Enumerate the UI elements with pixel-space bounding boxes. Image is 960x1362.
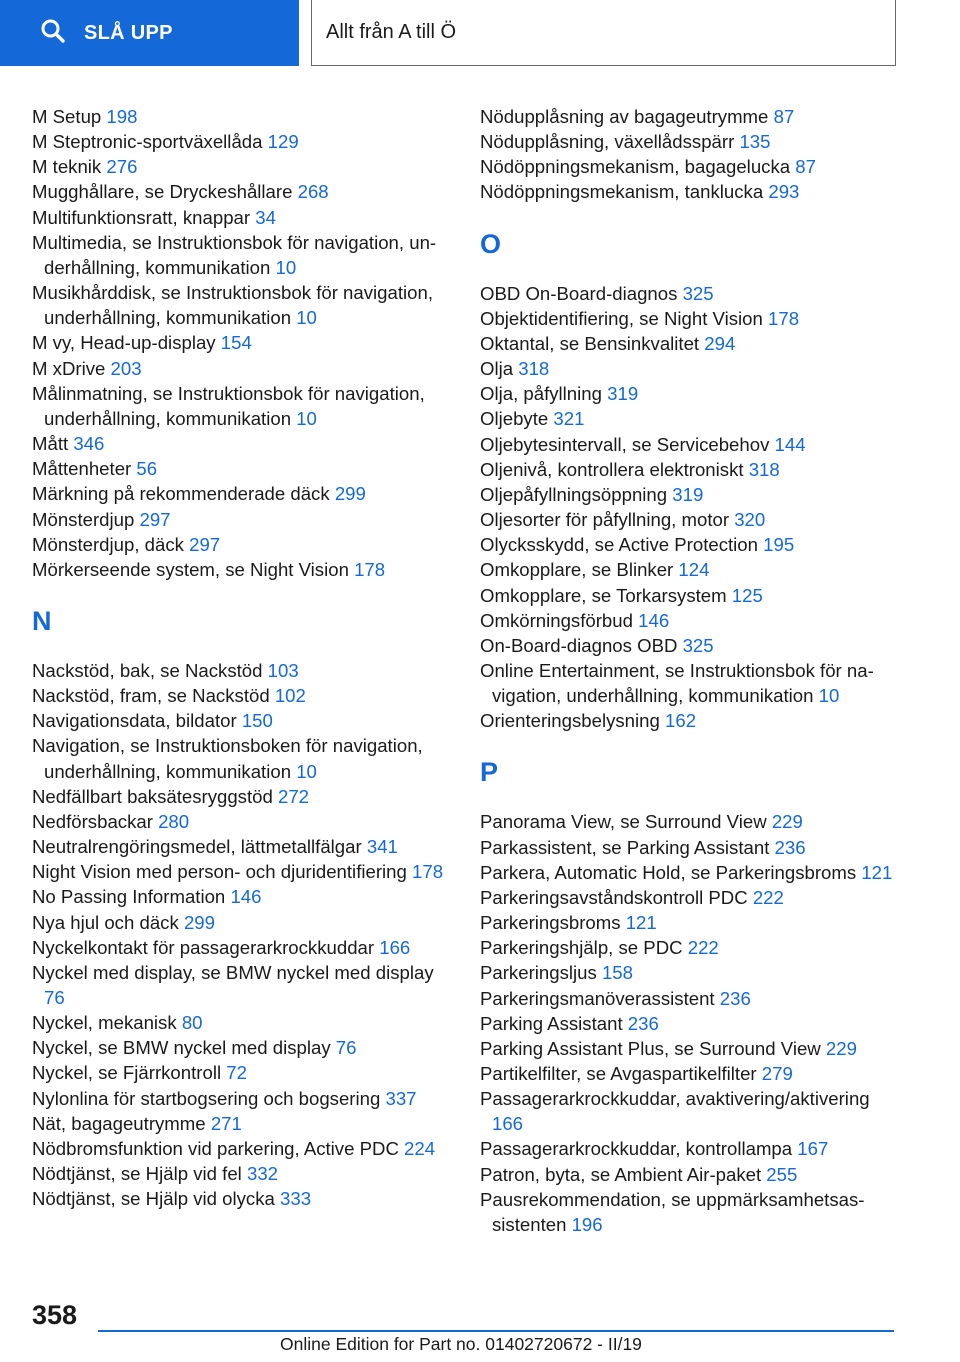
index-entry-text: Panorama View, se Surround View <box>480 811 767 833</box>
index-entry-text: Nyckel, se BMW nyckel med display <box>32 1037 331 1059</box>
index-entry-text: Nedfällbart baksätesryggstöd <box>32 785 273 807</box>
index-entry <box>32 154 457 179</box>
index-entry-text: Orienteringsbelysning <box>480 710 660 732</box>
index-letter-heading: O <box>480 228 502 259</box>
index-entry <box>32 129 457 154</box>
index-page-link[interactable]: 268 <box>297 181 329 203</box>
index-entry-text: Parkeringsavståndskontroll PDC <box>480 886 748 908</box>
index-entry-text: Parking Assistant Plus, se Surround View <box>480 1037 821 1059</box>
index-page-link[interactable]: 272 <box>278 785 310 807</box>
index-entry <box>32 708 457 733</box>
index-entry-text: Nödupplåsning av bagageutrymme <box>480 106 769 127</box>
index-entry-text: Omkörningsförbud <box>480 609 633 631</box>
index-page-link[interactable]: 198 <box>106 106 138 127</box>
index-entry-text: Oljebytesintervall, se Servicebehov <box>480 433 770 455</box>
index-entry <box>32 456 457 481</box>
index-page-link[interactable]: 320 <box>734 509 766 531</box>
index-entry <box>32 1035 457 1060</box>
index-entry-text: Nödbromsfunktion vid parkering, Active PDC <box>32 1137 399 1159</box>
footer-divider <box>98 1330 894 1332</box>
search-button-label: SLÅ UPP <box>84 21 173 44</box>
index-page-link[interactable]: 276 <box>106 156 138 178</box>
index-entry-text: Night Vision med person- och djuridentifiering <box>32 861 407 883</box>
index-entry <box>480 104 900 129</box>
index-entry <box>480 557 900 582</box>
index-page-link[interactable]: 121 <box>625 912 657 934</box>
index-entry-text: Neutralrengöringsmedel, lättmetallfälgar <box>32 836 362 858</box>
index-page-link[interactable]: 203 <box>110 357 142 379</box>
index-entry <box>32 507 457 532</box>
index-entry <box>32 1111 457 1136</box>
index-page-link[interactable]: 166 <box>492 1113 524 1135</box>
index-entry <box>480 381 900 406</box>
index-entry-text: Nödupplåsning, växellådsspärr <box>480 131 735 153</box>
index-entry-text: Nyckelkontakt för passagerarkrockkuddar <box>32 936 375 958</box>
index-entry-text: Parkera, Automatic Hold, se Parkeringsbroms <box>480 861 857 883</box>
index-entry <box>32 481 457 506</box>
index-page-link[interactable]: 297 <box>189 533 221 555</box>
index-page-link[interactable]: 279 <box>761 1063 793 1084</box>
index-entry <box>32 104 457 129</box>
index-page-link[interactable]: 229 <box>825 1037 857 1059</box>
index-entry-text: Oljenivå, kontrollera elektroniskt <box>480 458 744 480</box>
index-entry <box>32 1136 457 1161</box>
index-page-link[interactable]: 321 <box>553 408 585 430</box>
index-entry <box>480 154 900 179</box>
search-icon <box>40 18 66 49</box>
index-page-link[interactable]: 222 <box>752 886 784 908</box>
index-page-link[interactable]: 224 <box>404 1137 436 1159</box>
index-entry <box>480 809 900 834</box>
index-entry-text: Oljepåfyllningsöppning <box>480 483 668 505</box>
index-page-link[interactable]: 318 <box>748 458 780 480</box>
index-entry-text: Mugghållare, se Dryckeshållare <box>32 181 293 203</box>
index-page-link[interactable]: 76 <box>44 987 65 1008</box>
breadcrumb[interactable]: Allt från A till Ö <box>311 0 896 66</box>
index-page-link[interactable]: 56 <box>136 458 158 480</box>
index-entry-text: Parkeringsljus <box>480 962 597 984</box>
index-page-link[interactable]: 346 <box>73 433 105 455</box>
index-page-link[interactable]: 72 <box>226 1062 247 1084</box>
index-entry-text: Nödöppningsmekanism, tanklucka <box>480 181 764 203</box>
index-entry-text: Partikelfilter, se Avgaspartikelfilter <box>480 1063 757 1084</box>
index-entry-text: Omkopplare, se Torkarsystem <box>480 584 727 606</box>
index-entry <box>32 859 457 884</box>
index-entry <box>480 507 900 532</box>
index-entry <box>480 835 900 860</box>
index-entry-text: Patron, byta, se Ambient Air-paket <box>480 1163 762 1185</box>
index-page-link[interactable]: 154 <box>220 332 252 354</box>
index-page-link[interactable]: 135 <box>739 131 771 153</box>
index-entry-text: Mönsterdjup, däck <box>32 533 184 555</box>
index-page-link[interactable]: 158 <box>601 962 633 984</box>
index-entry-text: Olja <box>480 358 514 380</box>
index-page-link[interactable]: 318 <box>518 358 550 380</box>
index-entry <box>480 1187 900 1237</box>
index-page-link[interactable]: 10 <box>296 407 317 429</box>
index-entry <box>480 658 900 708</box>
index-entry <box>32 733 457 783</box>
index-entry-text: Oljebyte <box>480 408 549 430</box>
index-entry-text: Mönsterdjup <box>32 508 135 530</box>
index-page-link[interactable]: 341 <box>366 836 398 858</box>
index-page-link[interactable]: 325 <box>682 634 714 656</box>
index-entry <box>480 179 900 204</box>
index-entry <box>32 1010 457 1035</box>
index-page-link[interactable]: 150 <box>241 710 273 732</box>
index-page-link[interactable]: 271 <box>210 1112 242 1134</box>
index-entry <box>32 1186 457 1211</box>
index-entry-text: M vy, Head-up-display <box>32 332 216 354</box>
index-entry <box>32 356 457 381</box>
index-page-link[interactable]: 195 <box>763 534 795 556</box>
index-entry-text: Parkeringsbroms <box>480 912 621 934</box>
index-entry <box>480 432 900 457</box>
index-entry <box>480 860 900 885</box>
index-entry-text: Mått <box>32 433 69 455</box>
index-entry-text: Pausrekommendation, se uppmärksamhetsassistenten <box>480 1188 865 1235</box>
index-entry <box>480 935 900 960</box>
index-entry <box>32 834 457 859</box>
index-entry-text: Parkassistent, se Parking Assistant <box>480 836 770 858</box>
index-entry-text: Nedförsbackar <box>32 810 153 832</box>
index-entry-text: Nackstöd, bak, se Nackstöd <box>32 659 263 681</box>
index-page-link[interactable]: 166 <box>379 936 411 958</box>
index-page-link[interactable]: 10 <box>275 256 297 278</box>
index-page-link[interactable]: 10 <box>296 760 317 782</box>
index-entry-text: M teknik <box>32 156 102 178</box>
index-entry <box>480 306 900 331</box>
index-page-link[interactable]: 236 <box>774 836 806 858</box>
index-entry <box>480 406 900 431</box>
index-entry-text: Parkeringsmanöverassistent <box>480 987 715 1009</box>
index-entry-text: No Passing Information <box>32 886 226 908</box>
index-page-link[interactable]: 124 <box>678 559 710 581</box>
index-entry <box>32 330 457 355</box>
search-button[interactable] <box>0 0 299 66</box>
index-page-link[interactable]: 236 <box>627 1012 659 1034</box>
index-page-link[interactable]: 297 <box>139 508 171 530</box>
index-entry-text: Nya hjul och däck <box>32 911 179 933</box>
index-entry-text: OBD On-Board-diagnos <box>480 282 678 304</box>
index-page-link[interactable]: 229 <box>771 811 803 833</box>
index-page-link[interactable]: 222 <box>687 937 719 959</box>
index-entry-text: On-Board-diagnos OBD <box>480 634 678 656</box>
index-entry-text: M Steptronic-sportväxellåda <box>32 131 263 153</box>
index-page-link[interactable]: 87 <box>773 106 795 127</box>
index-entry-text: Nödöppningsmekanism, bagagelucka <box>480 156 791 178</box>
index-entry-text: Nackstöd, fram, se Nackstöd <box>32 685 270 707</box>
index-page-link[interactable]: 10 <box>818 685 840 707</box>
index-entry <box>32 557 457 582</box>
index-column-right <box>480 104 900 1237</box>
page-number: 358 <box>32 1300 78 1330</box>
index-entry <box>480 910 900 935</box>
index-page-link[interactable]: 80 <box>181 1012 203 1034</box>
index-entry <box>32 381 457 431</box>
index-entry-text: Multimedia, se Instruktionsbok för navigation, underhållning, kommunikation <box>32 231 437 278</box>
index-page-link[interactable]: 236 <box>719 987 751 1009</box>
index-entry <box>480 708 900 733</box>
index-page-link[interactable]: 121 <box>861 861 893 883</box>
index-page-link[interactable]: 167 <box>797 1138 829 1160</box>
index-entry <box>32 431 457 456</box>
index-entry <box>32 658 457 683</box>
index-entry-text: Online Entertainment, se Instruktionsbok för navigation, underhållning, kommunikation <box>480 659 874 707</box>
index-entry-text: Nylonlina för startbogsering och bogsering <box>32 1087 381 1109</box>
index-page-link[interactable]: 325 <box>682 282 714 304</box>
index-entry <box>480 1086 900 1136</box>
index-page-link[interactable]: 294 <box>704 332 736 354</box>
footer-edition: Online Edition for Part no. 01402720672 - II/19 <box>280 1334 642 1354</box>
index-page-link[interactable]: 178 <box>768 307 800 329</box>
index-page-link[interactable]: 76 <box>335 1037 357 1059</box>
index-entry-text: Olja, påfyllning <box>480 383 602 405</box>
index-entry-text: M Setup <box>32 106 102 127</box>
index-page-link[interactable]: 293 <box>768 181 800 203</box>
index-entry-text: Mörkerseende system, se Night Vision <box>32 558 349 580</box>
index-entry <box>480 633 900 658</box>
index-page-link[interactable]: 146 <box>230 886 262 908</box>
index-page-link[interactable]: 299 <box>183 911 215 933</box>
index-letter-heading: N <box>32 605 52 636</box>
index-entry <box>32 960 457 1010</box>
index-entry <box>480 986 900 1011</box>
index-entry <box>32 683 457 708</box>
index-page-link[interactable]: 34 <box>255 206 276 228</box>
index-page-link[interactable]: 319 <box>672 483 704 505</box>
index-entry-text: Navigationsdata, bildator <box>32 710 237 732</box>
index-entry-text: Omkopplare, se Blinker <box>480 559 674 581</box>
index-entry-text: Parking Assistant <box>480 1012 623 1034</box>
index-entry-text: Objektidentifiering, se Night Vision <box>480 307 763 329</box>
index-entry <box>480 331 900 356</box>
index-page-link[interactable]: 280 <box>158 810 190 832</box>
index-page-link[interactable]: 129 <box>267 131 299 153</box>
index-entry <box>480 583 900 608</box>
index-entry-text: Nödtjänst, se Hjälp vid fel <box>32 1163 242 1185</box>
index-entry <box>32 179 457 204</box>
index-letter-heading: P <box>480 757 499 788</box>
index-entry <box>480 1011 900 1036</box>
index-page-link[interactable]: 299 <box>334 483 366 505</box>
index-column-left <box>32 104 457 1211</box>
top-bar <box>0 0 960 66</box>
index-page-link[interactable]: 255 <box>766 1163 798 1185</box>
index-entry <box>480 482 900 507</box>
index-entry <box>480 532 900 557</box>
index-entry <box>32 884 457 909</box>
index-page-link[interactable]: 103 <box>267 659 299 681</box>
index-page-link[interactable]: 125 <box>731 584 763 606</box>
index-entry <box>480 356 900 381</box>
index-entry-text: Märkning på rekommenderade däck <box>32 483 330 505</box>
index-page-link[interactable]: 144 <box>774 433 806 455</box>
index-entry <box>480 608 900 633</box>
index-entry-text: Passagerarkrockkuddar, avaktivering/aktivering <box>480 1088 870 1110</box>
index-entry-text: Oljesorter för påfyllning, motor <box>480 509 730 531</box>
index-entry <box>32 809 457 834</box>
index-page-link[interactable]: 162 <box>665 710 697 732</box>
index-page-link[interactable]: 319 <box>607 383 639 405</box>
index-page-link[interactable]: 87 <box>795 156 816 178</box>
index-page-link[interactable]: 337 <box>385 1087 417 1109</box>
index-page-link[interactable]: 333 <box>280 1188 312 1210</box>
index-entry <box>480 1136 900 1161</box>
index-page-link[interactable]: 178 <box>412 861 444 883</box>
index-page-link[interactable]: 146 <box>638 609 670 631</box>
index-entry <box>32 280 457 330</box>
index-entry <box>480 457 900 482</box>
index-entry <box>480 1061 900 1086</box>
index-entry-text: Nyckel, se Fjärrkontroll <box>32 1062 222 1084</box>
index-entry <box>32 1060 457 1085</box>
index-entry <box>480 960 900 985</box>
index-entry <box>480 129 900 154</box>
index-entry-text: M xDrive <box>32 357 106 379</box>
index-entry-text: Olycksskydd, se Active Protection <box>480 534 758 556</box>
index-entry <box>32 532 457 557</box>
index-entry-text: Målinmatning, se Instruktionsbok för navigation, underhållning, kommunikation <box>32 382 425 429</box>
index-page-link[interactable]: 178 <box>354 558 386 580</box>
index-entry <box>32 1086 457 1111</box>
index-entry-text: Nät, bagageutrymme <box>32 1112 206 1134</box>
index-entry <box>32 1161 457 1186</box>
index-entry-text: Oktantal, se Bensinkvalitet <box>480 332 700 354</box>
index-page-link[interactable]: 10 <box>296 307 317 329</box>
index-entry <box>32 935 457 960</box>
index-entry <box>32 230 457 280</box>
index-entry <box>32 784 457 809</box>
index-entry <box>480 885 900 910</box>
index-entry <box>480 1162 900 1187</box>
index-entry-text: Multifunktionsratt, knappar <box>32 206 251 228</box>
index-entry-text: Parkeringshjälp, se PDC <box>480 937 683 959</box>
index-entry-text: Musikhårddisk, se Instruktionsbok för navigation, underhållning, kommunikation <box>32 282 433 329</box>
index-entry <box>480 281 900 306</box>
index-page-link[interactable]: 102 <box>274 685 306 707</box>
index-entry-text: Nyckel, mekanisk <box>32 1012 177 1034</box>
index-entry-text: Passagerarkrockkuddar, kontrollampa <box>480 1138 793 1160</box>
index-entry-text: Nyckel med display, se BMW nyckel med display <box>32 961 434 983</box>
index-entry-text: Navigation, se Instruktionsboken för navigation, underhållning, kommunikation <box>32 735 423 782</box>
index-entry-text: Nödtjänst, se Hjälp vid olycka <box>32 1188 275 1210</box>
index-entry <box>480 1036 900 1061</box>
index-page-link[interactable]: 196 <box>571 1213 603 1235</box>
index-entry-text: Måttenheter <box>32 458 132 480</box>
index-page-link[interactable]: 332 <box>246 1163 279 1185</box>
index-entry <box>32 205 457 230</box>
index-entry <box>32 910 457 935</box>
